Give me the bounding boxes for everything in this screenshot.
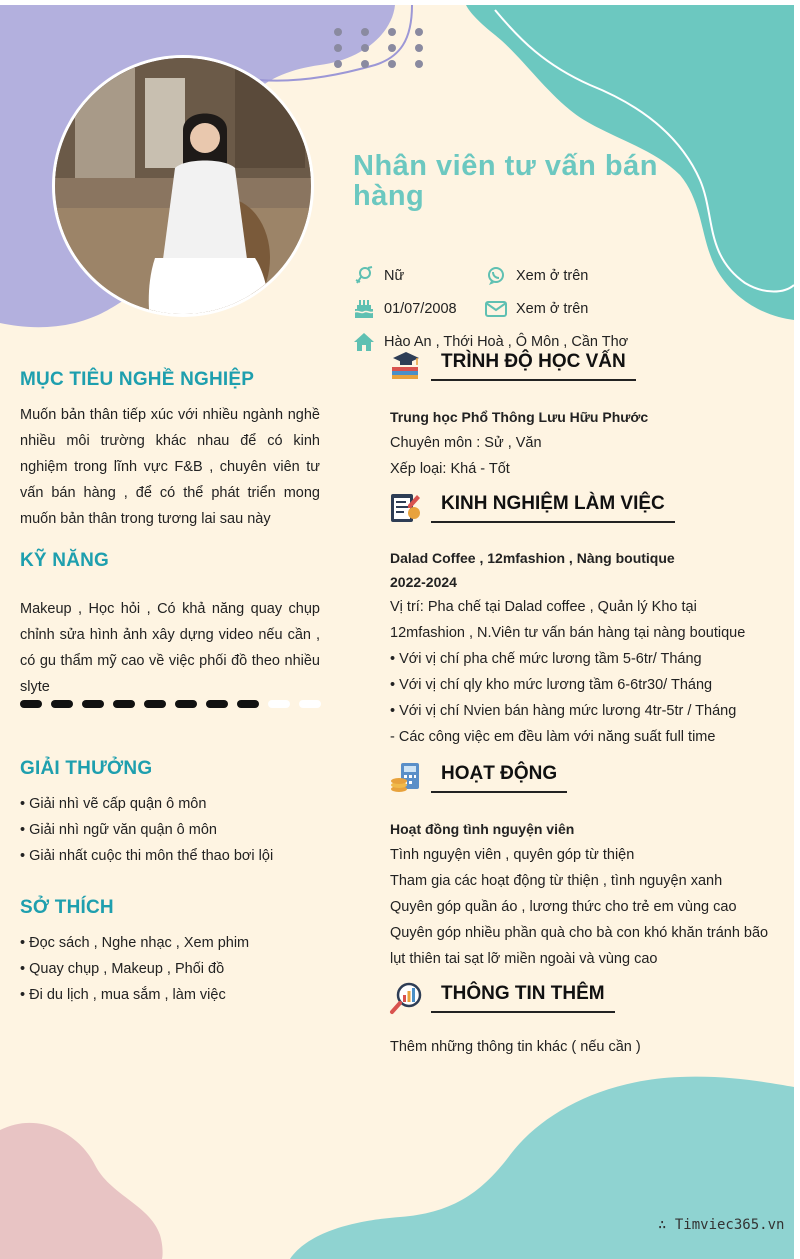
additional-header [389,981,615,1015]
skill-segment-filled [82,700,104,708]
home-icon [353,332,375,352]
skills-heading: KỸ NĂNG [20,550,110,571]
additional-heading: THÔNG TIN THÊM [431,981,615,1013]
photo-illustration [55,58,314,317]
skill-segment-empty [268,700,290,708]
education-content [390,404,770,482]
award-item: • Giải nhất cuộc thi môn thể thao bơi lội [20,848,274,864]
education-school: Trung học Phổ Thông Lưu Hữu Phước [390,409,649,425]
address-value: Hào An , Thới Hoà , Ô Môn , Cần Thơ [384,334,629,350]
email-value: Xem ở trên [516,301,589,317]
activities-heading: HOẠT ĐỘNG [431,761,567,793]
experience-line: - Các công việc em đều làm với năng suất full time [390,729,716,745]
hobbies-heading: SỞ THÍCH [20,897,114,918]
skill-level-bar [20,700,321,708]
birthday-info [353,299,457,319]
experience-line: • Với vị chí Nvien bán hàng mức lương 4tr-5tr / Tháng [390,703,737,719]
clipboard-icon [389,491,423,525]
skill-segment-filled [113,700,135,708]
experience-heading: KINH NGHIỆM LÀM VIỆC [431,491,675,523]
hobbies-list [20,930,249,1008]
objective-text: Muốn bản thân tiếp xúc với nhiều ngành nghề nhiều môi trường khác nhau để có kinh nghiệm trong lĩnh vực F&B , chuyên viên tư vấn bán hàng , để có thể phát triển mong muốn bản thân trong tương lai sau này [20,407,320,527]
skill-segment-filled [237,700,259,708]
chart-magnifier-icon [389,981,423,1015]
hobby-item: • Đi du lịch , mua sắm , làm việc [20,987,226,1003]
activities-header [389,761,567,795]
skill-segment-empty [299,700,321,708]
graduation-icon [389,349,423,383]
education-line: Xếp loại: Khá - Tốt [390,461,510,477]
gender-value: Nữ [384,268,405,284]
skill-segment-filled [20,700,42,708]
cake-icon [353,299,375,319]
experience-header [389,491,675,525]
awards-list [20,791,273,869]
experience-content [390,546,770,750]
skill-segment-filled [51,700,73,708]
education-line: Chuyên môn : Sử , Văn [390,435,542,451]
award-item: • Giải nhì ngữ văn quận ô môn [20,822,217,838]
gender-icon [353,266,375,286]
experience-line: • Với vị chí pha chế mức lương tầm 5-6tr/ Tháng [390,651,702,667]
awards-heading: GIẢI THƯỞNG [20,758,153,779]
email-info [485,299,588,319]
hobby-item: • Đọc sách , Nghe nhạc , Xem phim [20,935,250,951]
activities-line: Tham gia các hoạt động từ thiện , tình nguyện xanh [390,873,723,889]
watermark: ∴ Timviec365.vn [658,1217,785,1233]
skill-segment-filled [206,700,228,708]
experience-period: 2022-2024 [390,574,457,590]
hobby-item: • Quay chụp , Makeup , Phối đồ [20,961,225,977]
phone-value: Xem ở trên [516,268,589,284]
activities-line: Quyên góp quần áo , lương thức cho trẻ em vùng cao [390,899,737,915]
activities-title: Hoạt đồng tình nguyện viên [390,821,575,837]
experience-line: Vị trí: Pha chế tại Dalad coffee , Quản lý Kho tại 12mfashion , N.Viên tư vấn bán hàng tại nàng boutique [390,599,746,641]
profile-photo [52,55,314,317]
activities-line: Quyên góp nhiều phần quà cho bà con khó khăn tránh bão lụt thiên tai sạt lỡ miền ngoài và vùng cao [390,925,769,967]
award-item: • Giải nhì vẽ cấp quận ô môn [20,796,207,812]
gender-info [353,266,404,286]
cv-page [0,5,794,1259]
email-icon [485,299,507,319]
activities-content [390,816,770,972]
additional-text: Thêm những thông tin khác ( nếu cần ) [390,1039,641,1055]
experience-line: • Với vị chí qly kho mức lương tầm 6-6tr30/ Tháng [390,677,713,693]
education-heading: TRÌNH ĐỘ HỌC VẤN [431,349,636,381]
objective-heading: MỤC TIÊU NGHỀ NGHIỆP [20,369,255,390]
skill-segment-filled [144,700,166,708]
pink-blob [0,1123,163,1259]
birthday-value: 01/07/2008 [384,301,457,317]
job-title: Nhân viên tư vấn bán hàng [353,150,658,212]
additional-content [390,1034,770,1060]
education-header [389,349,636,383]
skill-segment-filled [175,700,197,708]
calculator-icon [389,761,423,795]
experience-company: Dalad Coffee , 12mfashion , Nàng boutique [390,550,675,566]
phone-info [485,266,588,286]
phone-icon [485,266,507,286]
activities-line: Tình nguyện viên , quyên góp từ thiện [390,847,635,863]
skills-text: Makeup , Học hỏi , Có khả năng quay chụp chỉnh sửa hình ảnh xây dựng video nếu cần , có gu thẩm mỹ cao về việc phối đồ theo nhiều slyte [20,601,320,695]
